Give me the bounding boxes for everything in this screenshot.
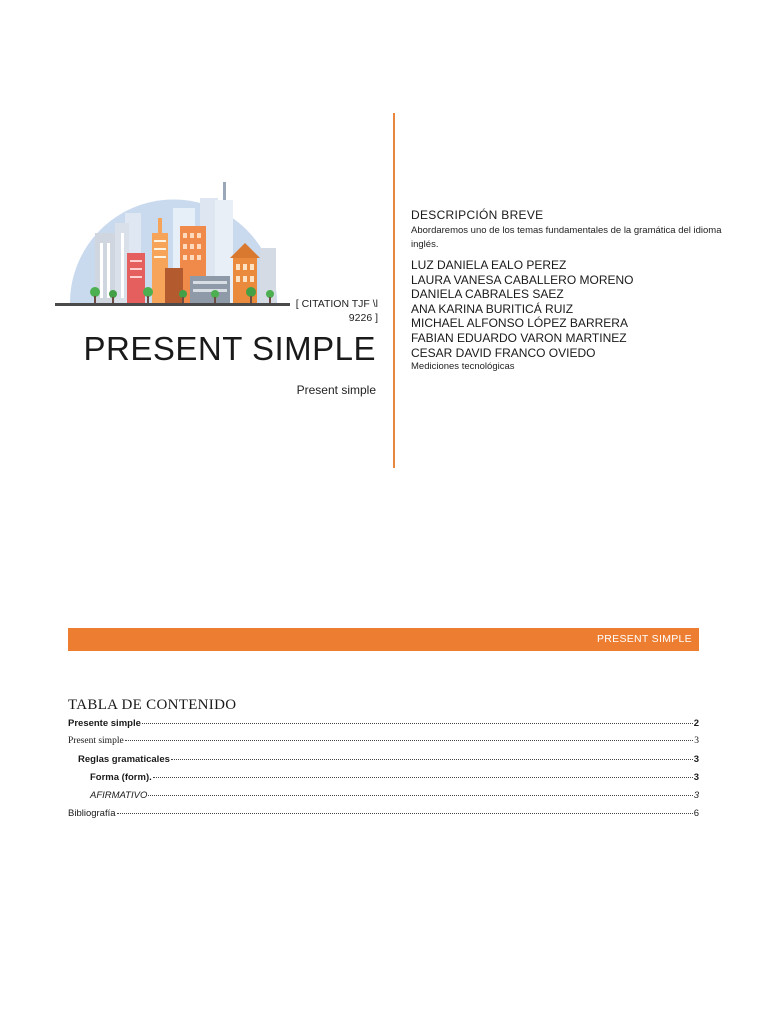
toc-entry-page: 3 xyxy=(694,736,699,746)
vertical-divider xyxy=(393,113,395,468)
department-label: Mediciones tecnológicas xyxy=(411,361,515,373)
author-name: ANA KARINA BURITICÁ RUIZ xyxy=(411,301,574,316)
author-name: CESAR DAVID FRANCO OVIEDO xyxy=(411,345,596,360)
toc-entry-label: Forma (form). xyxy=(90,772,152,783)
author-name: MICHAEL ALFONSO LÓPEZ BARRERA xyxy=(411,316,628,331)
toc-leader xyxy=(171,759,693,760)
toc-leader xyxy=(153,777,693,778)
author-name: FABIAN EDUARDO VARON MARTINEZ xyxy=(411,330,627,345)
author-name: DANIELA CABRALES SAEZ xyxy=(411,287,564,302)
toc-entry-page: 2 xyxy=(693,718,699,729)
toc-entry-label: Bibliografía xyxy=(68,808,116,819)
toc-entry-label: AFIRMATIVO xyxy=(90,790,148,801)
city-skyline-illustration xyxy=(55,178,290,308)
toc-entry-page: 3 xyxy=(693,754,699,765)
toc-leader xyxy=(148,795,692,796)
citation-line-1: [ CITATION TJF \l xyxy=(295,298,378,310)
author-name: LUZ DANIELA EALO PEREZ xyxy=(411,258,567,272)
toc-entry-page: 6 xyxy=(693,808,699,819)
table-of-contents xyxy=(68,697,699,826)
toc-leader xyxy=(125,740,694,741)
author-name: LAURA VANESA CABALLERO MORENO xyxy=(411,272,634,287)
toc-entry-page: 3 xyxy=(693,790,699,801)
description-heading: DESCRIPCIÓN BREVE xyxy=(411,208,544,222)
toc-entry[interactable] xyxy=(68,754,699,772)
toc-entry-label: Present simple xyxy=(68,736,124,746)
header-banner xyxy=(68,628,699,651)
toc-entry[interactable] xyxy=(68,808,699,826)
banner-title: PRESENT SIMPLE xyxy=(596,633,692,645)
document-subtitle: Present simple xyxy=(296,383,376,397)
toc-title: TABLA DE CONTENIDO xyxy=(68,697,237,713)
authors-list xyxy=(411,258,731,360)
toc-entry-page: 3 xyxy=(693,772,699,783)
toc-entry-label: Presente simple xyxy=(68,718,141,729)
description-text: Abordaremos uno de los temas fundamentales de la gramática del idioma inglés. xyxy=(411,225,722,250)
toc-entry[interactable] xyxy=(68,790,699,808)
citation-line-2: 9226 ] xyxy=(348,312,378,324)
info-panel xyxy=(411,208,731,374)
toc-leader xyxy=(117,813,693,814)
toc-entry-label: Reglas gramaticales xyxy=(78,754,170,765)
toc-entry[interactable] xyxy=(68,772,699,790)
toc-leader xyxy=(142,723,693,724)
citation-field xyxy=(286,297,378,325)
toc-entry[interactable] xyxy=(68,736,699,754)
toc-entry[interactable] xyxy=(68,718,699,736)
document-title: PRESENT SIMPLE xyxy=(83,330,376,367)
